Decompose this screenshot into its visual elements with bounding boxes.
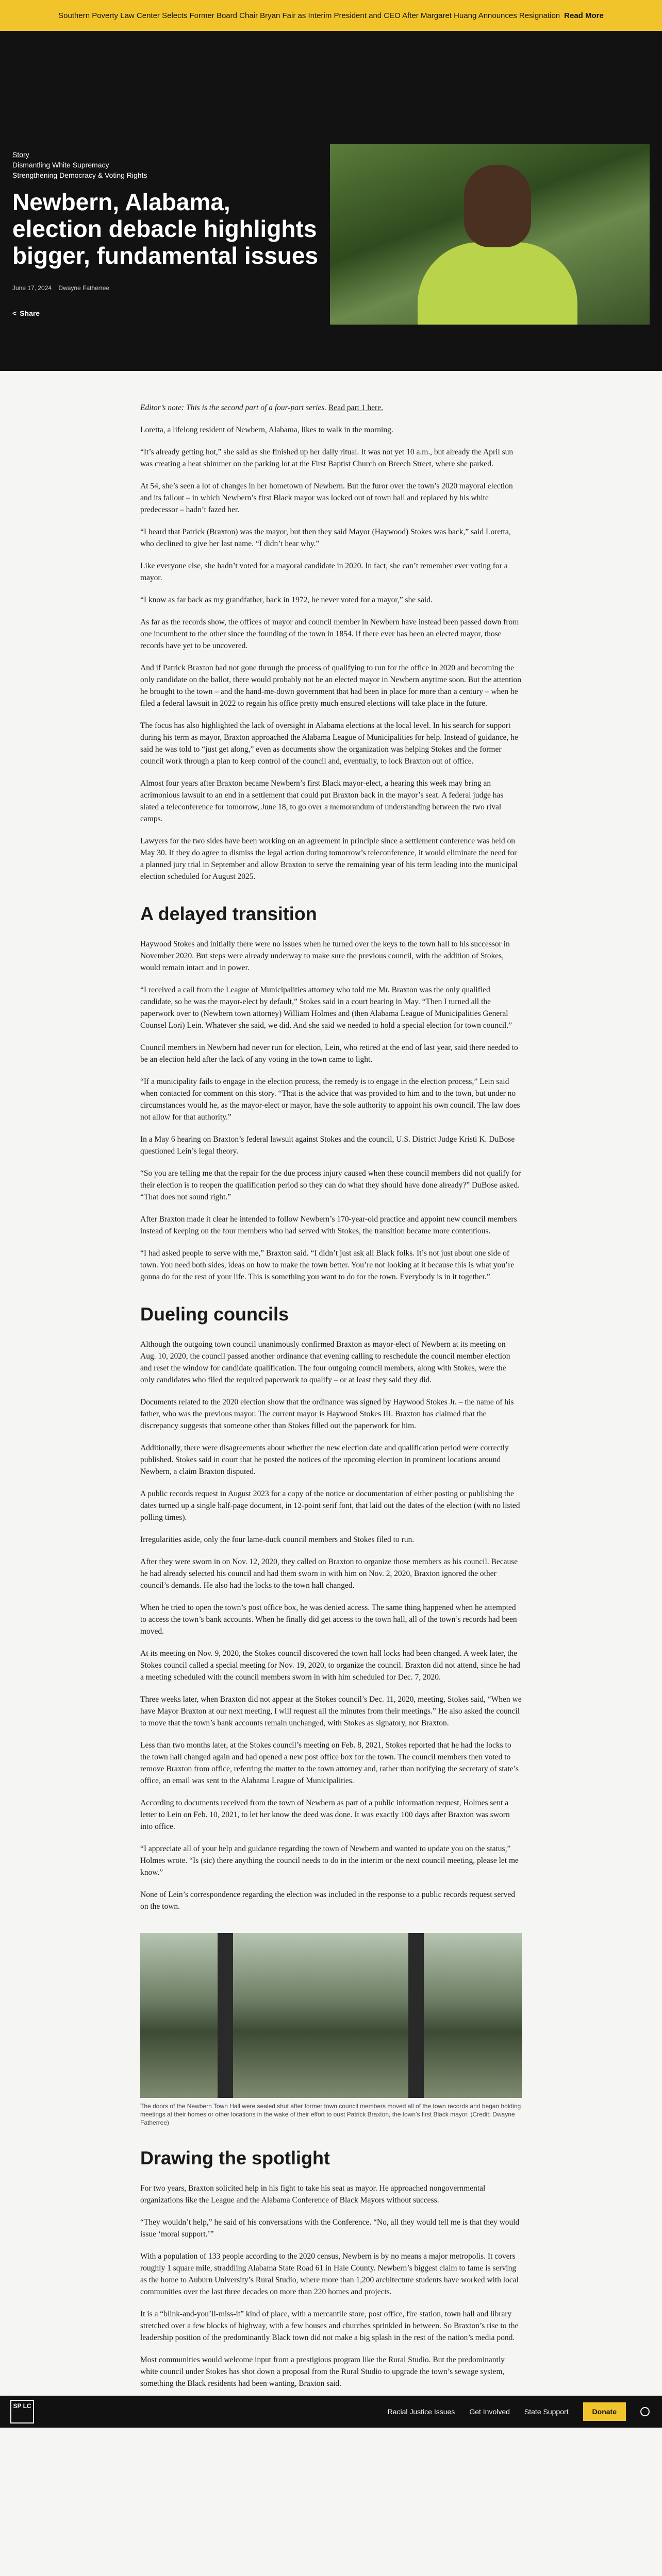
paragraph: Lawyers for the two sides have been working on an agreement in principle since a settlement conference was held on May 30. If they do agree to dismiss the legal action during tomorrow’s teleconference, it would eliminate the need for a planned jury trial in September and allow Braxton to serve the remaining year of his term leading into the municipal election scheduled for August 2025. bbox=[140, 837, 518, 881]
paragraph: When he tried to open the town’s post office box, he was denied access. The same thing happened when he attempted to access the town’s bank accounts. When he finally did get access to the town hall, all of the town’s records had been moved. bbox=[140, 1603, 517, 1636]
paragraph: In a May 6 hearing on Braxton’s federal lawsuit against Stokes and the council, U.S. District Judge Kristi K. DuBose questioned Lein’s legal theory. bbox=[140, 1135, 515, 1156]
category-link[interactable]: Story bbox=[12, 150, 29, 159]
paragraph: At 54, she’s seen a lot of changes in her hometown of Newbern. But the furor over the town’s 2020 mayoral election and its fallout – in which Newbern’s first Black mayor was locked out of town hall and replaced by his white predecessor – hadn’t fazed her. bbox=[140, 482, 513, 514]
paragraph: “I appreciate all of your help and guidance regarding the town of Newbern and wanted to update you on the status,” Holmes wrote. “Is (sic) there anything the council needs to do in the interim or the next council meeting, please let me know.” bbox=[140, 1844, 519, 1877]
paragraph: A public records request in August 2023 for a copy of the notice or documentation of either posting or publishing the dates turned up a single half-page document, in 12-point serif font, that laid out the dates of the election (with no listed polling times). bbox=[140, 1489, 520, 1522]
paragraph: “I received a call from the League of Municipalities attorney who told me Mr. Braxton was the only qualified candidate, so he was the mayor-elect by default,” Stokes said in a court hearing in May. “Then I turned all the paperwork over to (Newbern town attorney) William Holmes and (then Alabama League of Municipalities General Counsel Lori) Lein. Whatever she said, we did. And she said we needed to hold a special election for town council.” bbox=[140, 986, 512, 1030]
paragraph: It is a “blink-and-you’ll-miss-it” kind of place, with a mercantile store, post office, fire station, town hall and library stretched over a few blocks of highway, with a few houses and churches sprinkled in between. So Braxton’s rise to the leadership position of the predominantly Black town did not make a big splash in the rest of the nation’s media pond. bbox=[140, 2310, 519, 2342]
paragraph: “I heard that Patrick (Braxton) was the mayor, but then they said Mayor (Haywood) Stokes was back,” said Loretta, who declined to give her last name. “I didn’t hear why.” bbox=[140, 528, 511, 548]
town-hall-photo bbox=[140, 1933, 522, 2098]
paragraph: After Braxton made it clear he intended to follow Newbern’s 170-year-old practice and appoint new council members instead of keeping on the four members who had served with Stokes, the transition became more contentious. bbox=[140, 1215, 517, 1235]
paragraph: Additionally, there were disagreements about whether the new election date and qualification period were correctly published. Stokes said in court that he posted the notices of the upcoming election in prominent locations around Newbern, a claim Braxton disputed. bbox=[140, 1444, 509, 1476]
search-icon[interactable] bbox=[640, 2407, 650, 2416]
paragraph: Three weeks later, when Braxton did not appear at the Stokes council’s Dec. 11, 2020, meeting, Stokes said, “When we have Mayor Braxton at our next meeting, I will request all the minutes from their meetings.” He also asked the council to move that the town’s bank accounts remain unchanged, with Stokes as signatory, not Braxton. bbox=[140, 1695, 522, 1727]
paragraph: Like everyone else, she hadn’t voted for a mayoral candidate in 2020. In fact, she can’t remember ever voting for a mayor. bbox=[140, 562, 508, 582]
share-button[interactable] bbox=[12, 309, 322, 317]
nav-get-involved[interactable]: Get Involved bbox=[469, 2408, 510, 2416]
page-title: Newbern, Alabama, election debacle highlights bigger, fundamental issues bbox=[12, 189, 319, 269]
paragraph: None of Lein’s correspondence regarding the election was included in the response to a public records request served on the town. bbox=[140, 1890, 515, 1911]
paragraph: As far as the records show, the offices of mayor and council member in Newbern have instead been passed down from one incumbent to the other since the founding of the town in 1854. If there ever has been an elected mayor, those records have yet to be uncovered. bbox=[140, 618, 519, 650]
nav-racial-justice[interactable]: Racial Justice Issues bbox=[387, 2408, 455, 2416]
paragraph: And if Patrick Braxton had not gone through the process of qualifying to run for the office in 2020 and becoming the only candidate on the ballot, there would probably not be an elected mayor in Newbern anytime soon. But the attention he brought to the town – and the hand-me-down government that had been in place for more than a century – when he filed a federal lawsuit in 2022 to regain his office pretty much ensured elections will take place in the future. bbox=[140, 664, 522, 708]
paragraph: “If a municipality fails to engage in the election process, the remedy is to engage in the election process,” Lein said when contacted for comment on this story. “That is the advice that was provided to him and to the town, but under no circumstances would he, as the mayor-elect or mayor, have the sole authority to appoint his own council. The law does not allow for that authority.” bbox=[140, 1077, 520, 1122]
paragraph: Council members in Newbern had never run for election, Lein, who retired at the end of last year, said there needed to be an election held after the lack of any voting in the town came to light. bbox=[140, 1043, 518, 1064]
paragraph: “I know as far back as my grandfather, back in 1972, he never voted for a mayor,” she said. bbox=[140, 596, 433, 604]
paragraph: Haywood Stokes and initially there were no issues when he turned over the keys to the town hall to his successor in November 2020. But steps were already underway to make sure the previous council, with the addition of Stokes, would remain intact and in power. bbox=[140, 940, 510, 972]
splc-logo[interactable]: SP LC bbox=[10, 2400, 34, 2424]
tag-link-2[interactable]: Strengthening Democracy & Voting Rights bbox=[12, 171, 147, 179]
share-icon: < bbox=[12, 309, 17, 317]
announcement-link[interactable]: Read More bbox=[564, 11, 604, 20]
share-label: Share bbox=[20, 309, 40, 317]
paragraph: At its meeting on Nov. 9, 2020, the Stokes council discovered the town hall locks had been changed. A week later, the Stokes council called a special meeting for Nov. 19, 2020, to organize the council. Braxton did not attend, since he had a meeting scheduled with the council members sworn in with him scheduled for Dec. 7, 2020. bbox=[140, 1649, 520, 1682]
article-meta bbox=[12, 284, 322, 292]
hero-section bbox=[0, 31, 662, 371]
publish-date: June 17, 2024 bbox=[12, 284, 52, 292]
tag-link-1[interactable]: Dismantling White Supremacy bbox=[12, 161, 109, 169]
paragraph: After they were sworn in on Nov. 12, 2020, they called on Braxton to organize those members as his council. Because he had already selected his council and had them sworn in with him on Nov. 2, 2020, Braxton ignored the other council’s demands. He also had the locks to the town hall changed. bbox=[140, 1557, 518, 1590]
paragraph: Almost four years after Braxton became Newbern’s first Black mayor-elect, a hearing this week may bring an acrimonious lawsuit to an end in a settlement that could put Braxton back in the mayor’s seat. A federal judge has slated a teleconference for tomorrow, June 18, to go over a memorandum of understanding between the two rival camps. bbox=[140, 779, 504, 823]
paragraph: Loretta, a lifelong resident of Newbern, Alabama, likes to walk in the morning. bbox=[140, 426, 393, 434]
announcement-banner bbox=[0, 0, 662, 31]
paragraph: For two years, Braxton solicited help in his fight to take his seat as mayor. He approached nongovernmental organizations like the League and the Alabama Conference of Black Mayors without success. bbox=[140, 2184, 486, 2205]
paragraph: Less than two months later, at the Stokes council’s meeting on Feb. 8, 2021, Stokes reported that he had the locks to the town hall changed again and had opened a new post office box for the town. The council members then voted to remove Braxton from office, referring the matter to the town attorney and, rather than notifying the secretary of state’s office, an email was sent to the Alabama League of Municipalities. bbox=[140, 1741, 519, 1785]
paragraph: “They wouldn’t help,” he said of his conversations with the Conference. “No, all they would tell me is that they would issue ‘moral support.’” bbox=[140, 2218, 520, 2239]
paragraph: “It’s already getting hot,” she said as she finished up her daily ritual. It was not yet 10 a.m., but already the April sun was creating a heat shimmer on the parking lot at the First Baptist Church on Breech Street, where she parked. bbox=[140, 448, 514, 468]
nav-state-support[interactable]: State Support bbox=[524, 2408, 569, 2416]
donate-button[interactable]: Donate bbox=[583, 2402, 626, 2421]
paragraph: “I had asked people to serve with me,” Braxton said. “I didn’t just ask all Black folks. It’s not just about one side of town. You need both sides, ideas on how to make the town better. You’re not looking at it because this is what you’re gonna do for the rest of your life. This is something you want to do for the town. Everybody is in it together.” bbox=[140, 1249, 515, 1281]
figure-caption: The doors of the Newbern Town Hall were sealed shut after former town council members moved all of the town records and began holding meetings at their homes or other locations in the wake of their effort to oust Patrick Braxton, the town’s first Black mayor. (Credit: Dwayne Fatherree) bbox=[140, 2103, 521, 2126]
article-body bbox=[140, 371, 522, 2389]
paragraph: Although the outgoing town council unanimously confirmed Braxton as mayor-elect of Newbern at its meeting on Aug. 10, 2020, the council passed another ordinance that evening calling to reschedule the council member election and reset the window for candidate qualification. The four outgoing council members, along with Stokes, were the only candidates who filed the required paperwork to qualify – or at least they said they did. bbox=[140, 1340, 510, 1384]
article-figure bbox=[140, 1933, 522, 2127]
hero-photo bbox=[330, 144, 650, 325]
paragraph: Irregularities aside, only the four lame-duck council members and Stokes filed to run. bbox=[140, 1535, 415, 1544]
section-heading: Dueling councils bbox=[140, 1303, 289, 1325]
paragraph: Documents related to the 2020 election show that the ordinance was signed by Haywood Stokes Jr. – the name of his father, who was the previous mayor. The current mayor is Haywood Stokes III. Braxton has claimed that the discrepancy suggests that someone other than Stokes filled out the paperwork for him. bbox=[140, 1398, 514, 1430]
paragraph: The focus has also highlighted the lack of oversight in Alabama elections at the local level. In his search for support during his term as mayor, Braxton approached the Alabama League of Municipalities for help. Instead of guidance, he said he was told to “just get along,” even as documents show the organization was helping Stokes and the former council work through a plan to keep control of the council and, eventually, to lock Braxton out of office. bbox=[140, 721, 518, 766]
editor-note: Editor’s note: This is the second part of a four-part series. Read part 1 here. bbox=[140, 403, 383, 412]
section-heading: A delayed transition bbox=[140, 903, 317, 924]
paragraph: Most communities would welcome input from a prestigious program like the Rural Studio. But the predominantly white council under Stokes has shot down a proposal from the Rural Studio to upgrade the town’s sewage system, something the Black residents had been wanting, Braxton said. bbox=[140, 2355, 505, 2388]
sticky-navbar bbox=[0, 2396, 662, 2428]
author-name: Dwayne Fatherree bbox=[58, 284, 110, 292]
announcement-text: Southern Poverty Law Center Selects Former Board Chair Bryan Fair as Interim President and CEO After Margaret Huang Announces Resignation bbox=[58, 11, 560, 20]
section-heading: Drawing the spotlight bbox=[140, 2147, 330, 2168]
paragraph: With a population of 133 people according to the 2020 census, Newbern is by no means a major metropolis. It covers roughly 1 square mile, straddling Alabama State Road 61 in Hale County. Newbern’s biggest claim to fame is serving as the home to Auburn University’s Rural Studio, where more than 1,200 architecture students have worked with local communities over the last three decades on more than 220 homes and projects. bbox=[140, 2252, 519, 2296]
paragraph: According to documents received from the town of Newbern as part of a public information request, Holmes sent a letter to Lein on Feb. 10, 2021, to let her know the deed was done. It was exactly 100 days after Braxton was sworn into office. bbox=[140, 1799, 510, 1831]
part-1-link[interactable]: Read part 1 here. bbox=[328, 403, 383, 412]
paragraph: “So you are telling me that the repair for the due process injury caused when these council members did not qualify for their election is to reopen the qualification period so they can do what they should have done already?” DuBose asked. “That does not sound right.” bbox=[140, 1169, 521, 1201]
